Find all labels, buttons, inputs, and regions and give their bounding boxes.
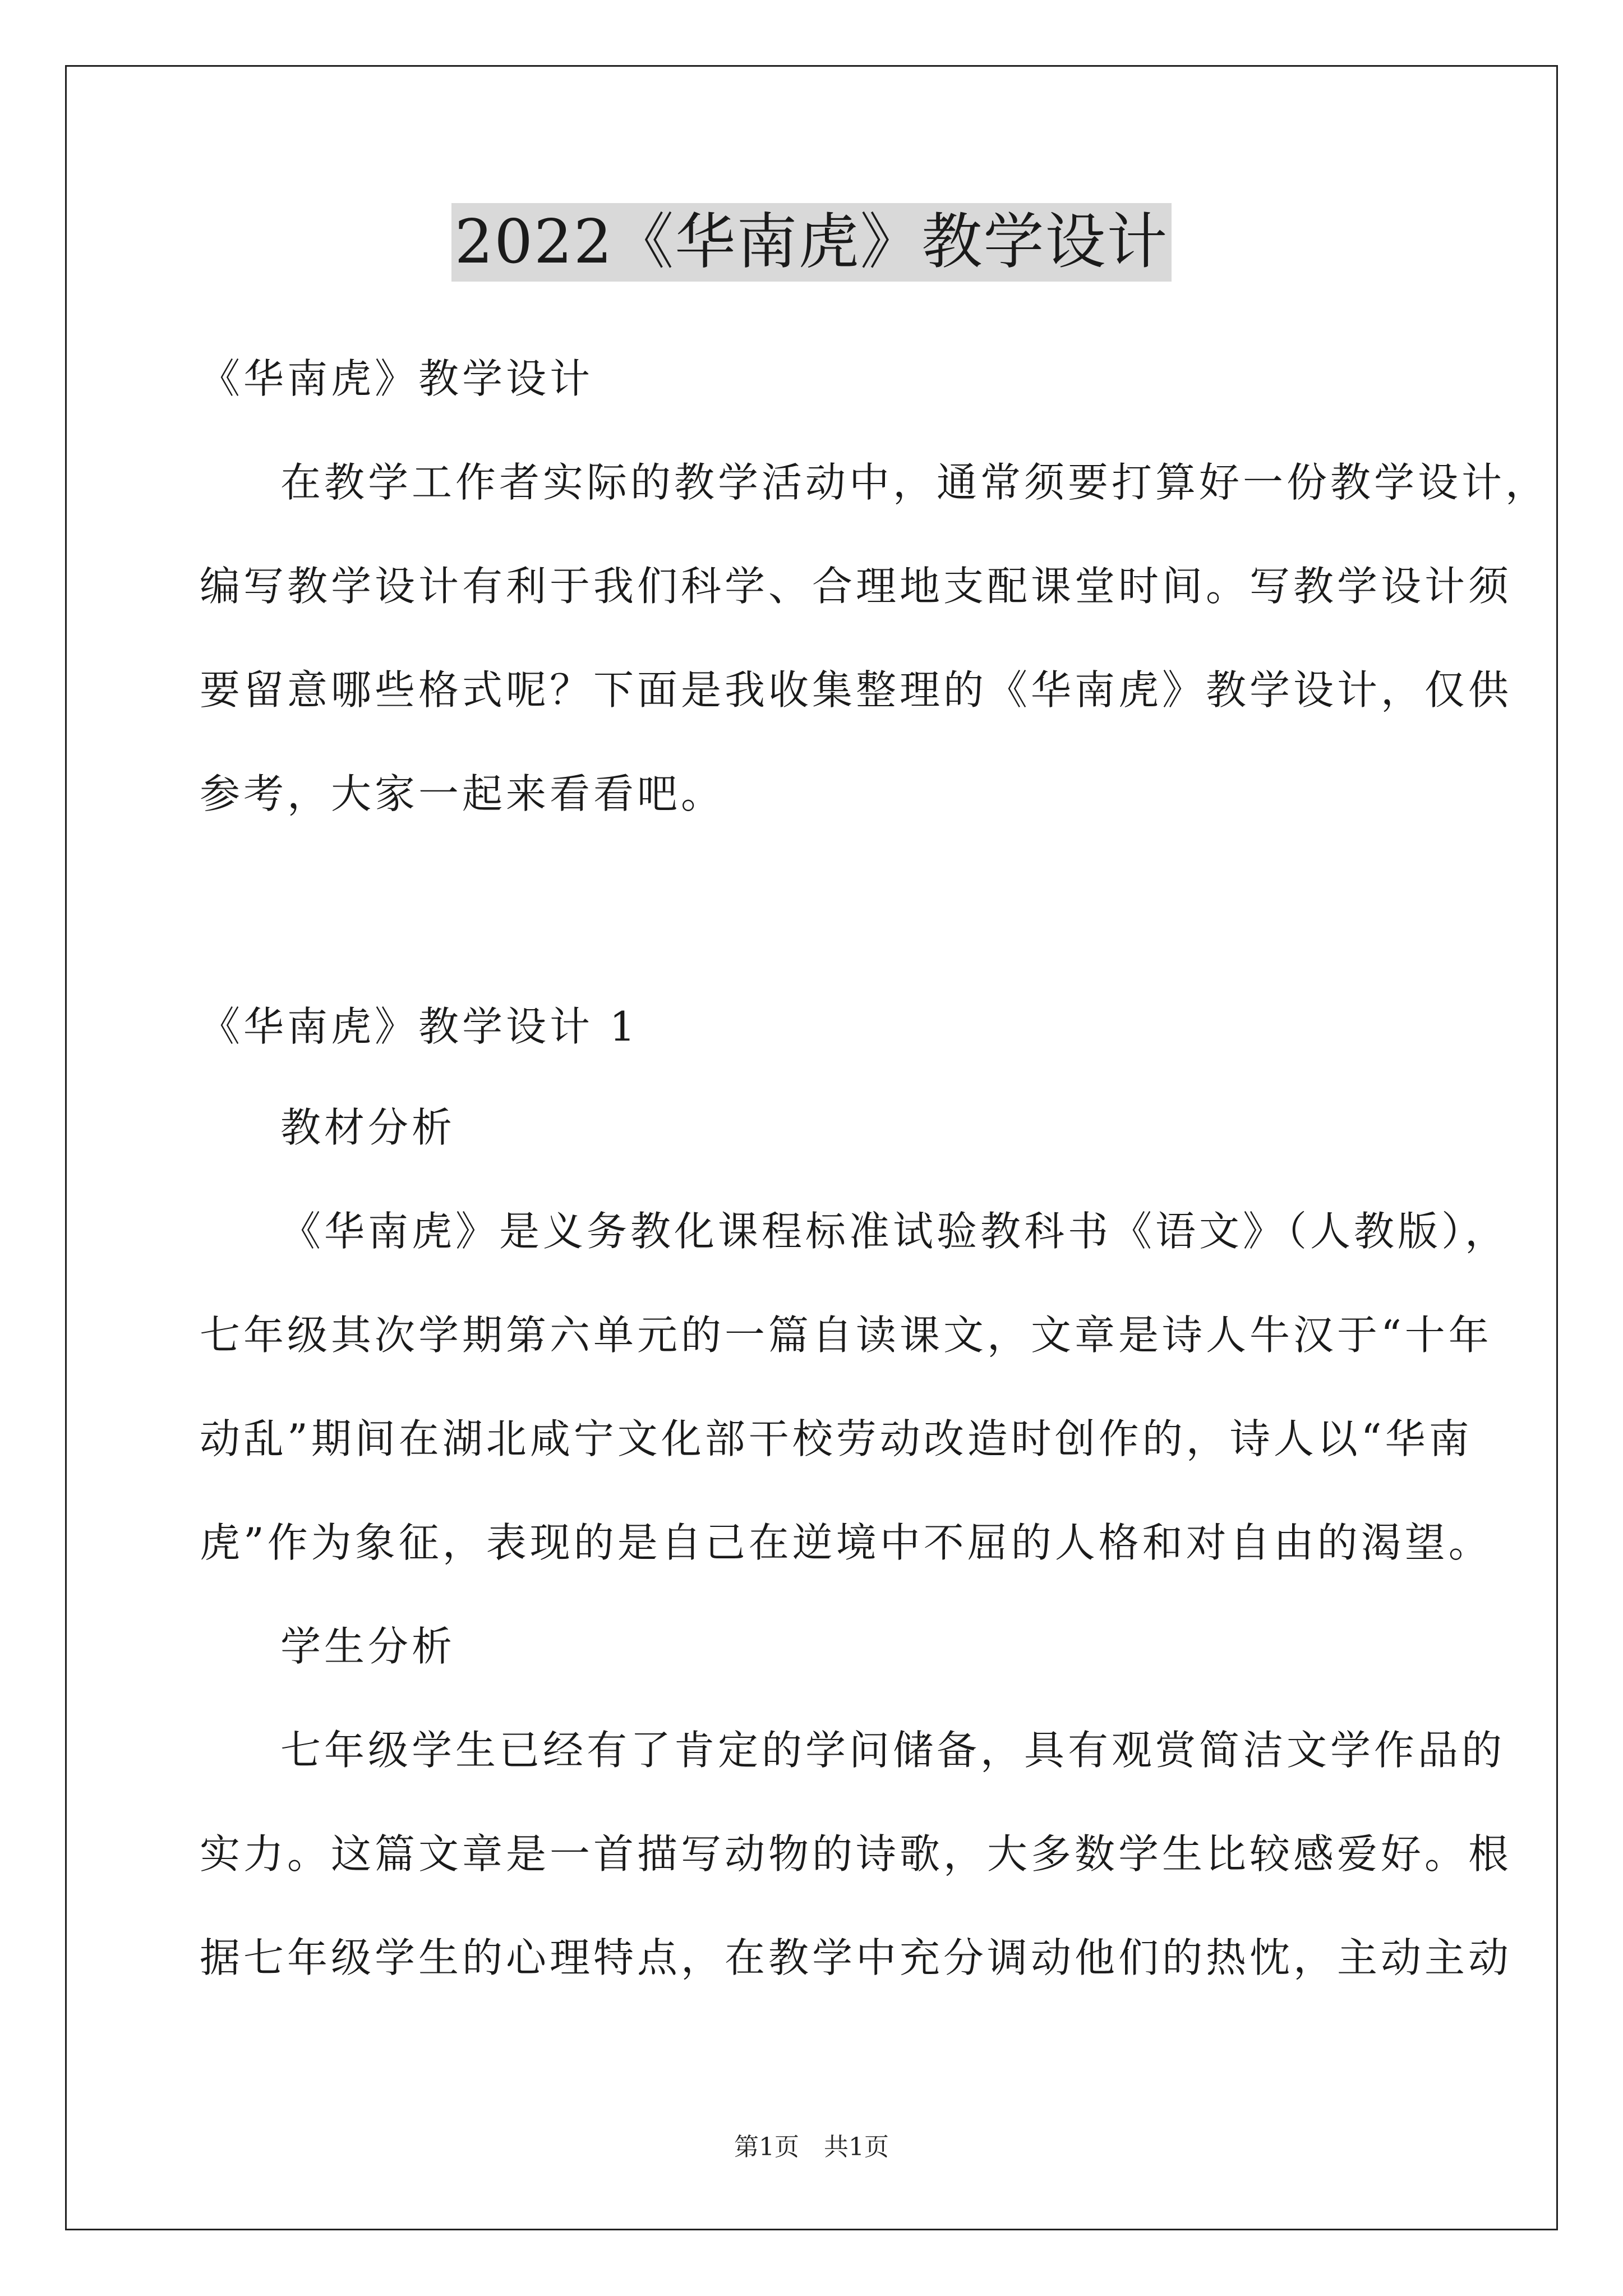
subtitle: 《华南虎》教学设计 xyxy=(200,355,594,402)
page-footer: 第1页 共1页 xyxy=(734,2133,889,2161)
title-wrap xyxy=(0,203,1623,282)
material-line-3: 动乱”期间在湖北咸宁文化部干校劳动改造时创作的，诗人以“华南 xyxy=(200,1415,1473,1462)
document-title: 2022《华南虎》教学设计 xyxy=(451,203,1172,282)
section-title: 《华南虎》教学设计 1 xyxy=(200,1003,639,1050)
heading-students: 学生分析 xyxy=(280,1623,456,1670)
intro-line-3: 要留意哪些格式呢？下面是我收集整理的《华南虎》教学设计，仅供 xyxy=(200,666,1513,714)
material-line-4: 虎”作为象征，表现的是自己在逆境中不屈的人格和对自由的渴望。 xyxy=(200,1519,1492,1566)
heading-material: 教材分析 xyxy=(280,1104,456,1151)
student-line-3: 据七年级学生的心理特点，在教学中充分调动他们的热忱，主动主动 xyxy=(200,1934,1513,1981)
material-line-2: 七年级其次学期第六单元的一篇自读课文，文章是诗人牛汉于“十年 xyxy=(200,1312,1492,1359)
intro-line-1: 在教学工作者实际的教学活动中，通常须要打算好一份教学设计， xyxy=(280,459,1550,506)
material-line-1: 《华南虎》是义务教化课程标准试验教科书《语文》（人教版）， xyxy=(280,1208,1509,1255)
student-line-2: 实力。这篇文章是一首描写动物的诗歌，大多数学生比较感爱好。根 xyxy=(200,1830,1513,1878)
intro-line-4: 参考，大家一起来看看吧。 xyxy=(200,770,725,817)
intro-line-2: 编写教学设计有利于我们科学、合理地支配课堂时间。写教学设计须 xyxy=(200,563,1513,610)
student-line-1: 七年级学生已经有了肯定的学问储备，具有观赏简洁文学作品的 xyxy=(280,1727,1506,1774)
